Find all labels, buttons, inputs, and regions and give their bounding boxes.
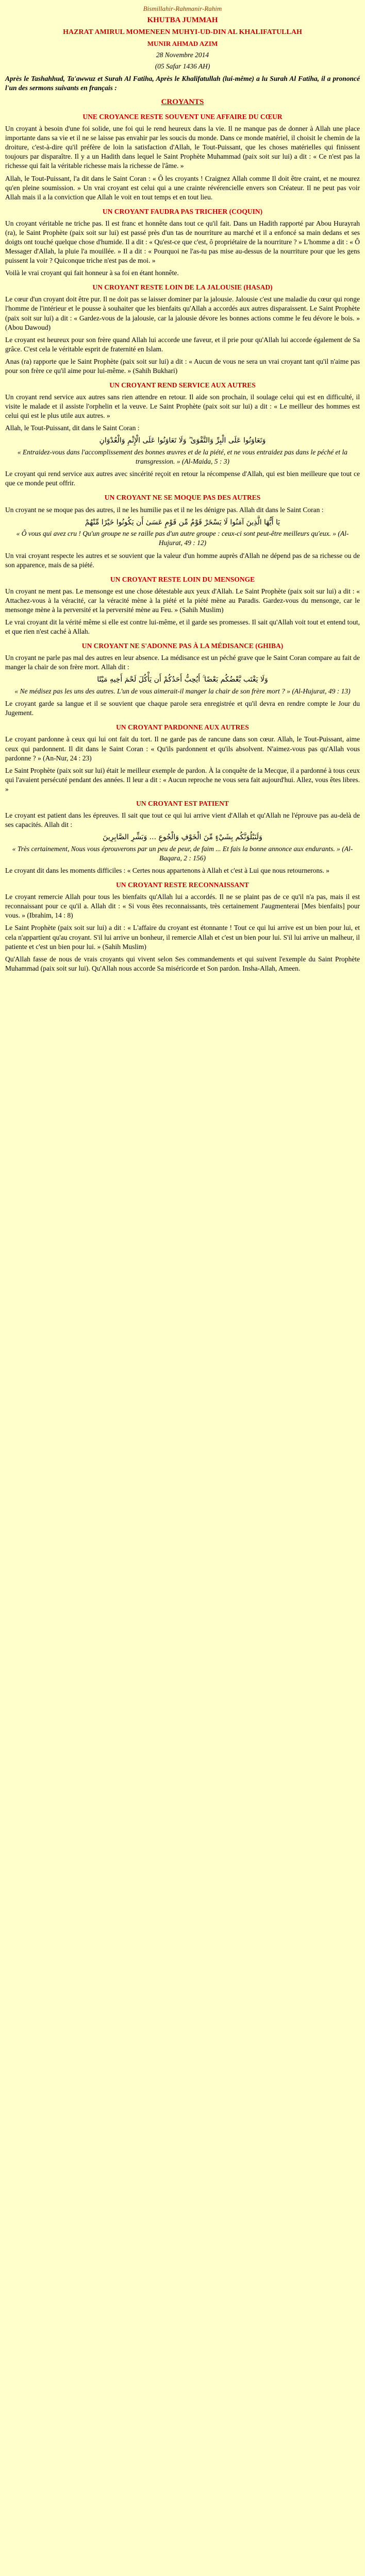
paragraph: Un vrai croyant respecte les autres et se souvient que la valeur d'un homme auprès d'Allah ne dépend pas de sa richesse ou de son apparence, mais de sa piété. (5, 551, 360, 569)
paragraph: Un croyant ne ment pas. Le mensonge est une chose détestable aux yeux d'Allah. Le Saint Prophète (paix soit sur lui) a dit : « Attachez-vous à la véracité, car la véracité mène à la piété et la piété mène au Paradis. Gardez-vous du mensonge, car le mensonge mène à la perversité et la perversité mène au Feu. » (Sahih Muslim) (5, 587, 360, 614)
section-heading: UN CROYANT RESTE LOIN DU MENSONGE (110, 575, 255, 583)
intro-text (5, 74, 360, 93)
section-heading: UN CROYANT PARDONNE AUX AUTRES (116, 723, 249, 732)
sermon-section (5, 723, 360, 794)
sermon-section (5, 799, 360, 875)
section-heading: UN CROYANT EST PATIENT (136, 799, 229, 807)
paragraph: Allah, le Tout-Puissant, l'a dit dans le Saint Coran : « Ô les croyants ! Craignez Allah comme Il doit être craint, et ne mourez qu'en pleine soumission. » Un vrai croyant est celui qui a une crainte révérencielle envers son Créateur. Il ne peut pas voir Allah mais il a la conviction que Allah le voit en tout temps et en tout lieu. (5, 174, 360, 201)
section-heading: UN CROYANT RESTE LOIN DE LA JALOUSIE (HASAD) (92, 283, 273, 292)
paragraph: Le croyant dit dans les moments difficiles : « Certes nous appartenons à Allah et c'est à Lui que nous retournerons. » (5, 867, 330, 875)
paragraph: Le Saint Prophète (paix soit sur lui) a dit : « L'affaire du croyant est étonnante ! Tout ce qui lui arrive est un bien pour lui, et cela n'appartient qu'au croyant. S'il lui arrive un bonheur, il remercie Allah et c'est un bien pour lui. S'il lui arrive un malheur, il patiente et c'est un bien pour lui. » (Sahih Muslim) (5, 924, 360, 951)
verse-translation: « Très certainement, Nous vous éprouverons par un peu de peur, de faim ... Et fais la bonne annonce aux endurants. » (Al-Baqara, 2 : 156) (12, 844, 353, 862)
arabic-verse: وَلَا يَغْتَب بَّعْضُكُم بَعْضًا ۚ أَيُحِبُّ أَحَدُكُمْ أَن يَأْكُلَ لَحْمَ أَخِيهِ مَيْتًا (97, 675, 268, 684)
sermon-section (5, 575, 360, 636)
paragraph: Voilà le vrai croyant qui fait honneur à sa foi en étant honnête. (5, 269, 179, 277)
sermon-section (5, 207, 360, 278)
sermon-section (5, 880, 360, 973)
paragraph: Le cœur d'un croyant doit être pur. Il ne doit pas se laisser dominer par la jalousie. Jalousie c'est une maladie du cœur qui ronge l'homme de l'intérieur et le pousse à souhaiter que les bienfaits qu'Allah a accordés aux autres disparaissent. Le Saint Prophète (paix soit sur lui) a dit : « Gardez-vous de la jalousie, car la jalousie dévore les bonnes actions comme le feu dévore le bois. » (Abou Dawoud) (5, 295, 360, 331)
paragraph: Un croyant rend service aux autres sans rien attendre en retour. Il aide son prochain, il soulage celui qui est en difficulté, il visite le malade et il assiste l'orphelin et la veuve. Le Saint Prophète (paix soit sur lui) a dit : « Le meilleur des hommes est celui qui est le plus utile aux autres. » (5, 393, 360, 420)
paragraph: Anas (ra) rapporte que le Saint Prophète (paix soit sur lui) a dit : « Aucun de vous ne sera un vrai croyant tant qu'il n'aime pas pour son frère ce qu'il aime pour lui-même. » (Sahih Bukhari) (5, 357, 360, 375)
khalifa-title: HAZRAT AMIRUL MOMENEEN MUHYI-UD-DIN AL KHALIFATULLAH (63, 28, 302, 36)
section-title: CROYANTS (161, 97, 204, 106)
section-heading: UN CROYANT REND SERVICE AUX AUTRES (109, 381, 256, 389)
section-heading: UN CROYANT RESTE RECONNAISSANT (116, 881, 249, 889)
paragraph: Un croyant ne parle pas mal des autres en leur absence. La médisance est un péché grave que le Saint Coran compare au fait de manger la chair de son frère mort. Allah dit : (5, 654, 360, 671)
sermon-date: 28 Novembre 2014 (156, 50, 209, 59)
arabic-verse: وَلَنَبْلُوَنَّكُم بِشَيْءٍ مِّنَ الْخَوْفِ وَالْجُوعِ ... وَبَشِّرِ الصَّابِرِينَ (103, 833, 262, 842)
bismillah: Bismillahir-Rahmanir-Rahim (143, 5, 222, 12)
section-heading: UN CROYANT NE SE MOQUE PAS DES AUTRES (104, 494, 261, 502)
paragraph: Un croyant à besoin d'une foi solide, une foi qui le rend heureux dans la vie. Il ne manque pas de donner à Allah une place importante dans sa vie et il ne se laisse pas envahir par les soucis du monde. Dans ce monde matériel, il choisit le chemin de la droiture, c'est-à-dire qu'il préfère de loin la satisfaction d'Allah, le Tout-Puissant, que les choses matérielles qui finissent toujours par disparaître. Il y a un Hadith dans lequel le Saint Prophète Muhammad (paix soit sur lui) a dit : « Ce n'est pas la richesse qui fait la véritable richesse mais la richesse de l'âme. » (5, 125, 360, 170)
paragraph: Le croyant est heureux pour son frère quand Allah lui accorde une faveur, et il prie pour qu'Allah lui accorde également de Sa grâce. C'est cela le véritable esprit de fraternité en Islam. (5, 335, 360, 353)
verse-translation: « Ô vous qui avez cru ! Qu'un groupe ne se raille pas d'un autre groupe : ceux-ci sont peut-être meilleurs qu'eux. » (Al-Hujurat, 49 : 12) (16, 530, 349, 547)
paragraph: Allah, le Tout-Puissant, dit dans le Saint Coran : (5, 424, 140, 432)
sermon-page (0, 0, 365, 985)
paragraph: Le croyant remercie Allah pour tous les bienfaits qu'Allah lui a accordés. Il ne se plaint pas de ce qu'il n'a pas, mais il est reconnaissant pour ce qu'il a. Allah dit : « Si vous êtes reconnaissants, très certainement J'augmenterai [Mes bienfaits] pour vous. » (Ibrahim, 14 : 8) (5, 893, 360, 920)
section-heading: UN CROYANT NE S'ADONNE PAS À LA MÉDISANCE (GHIBA) (81, 642, 284, 650)
paragraph: Le croyant qui rend service aux autres avec sincérité reçoit en retour la récompense d'Allah, qui est bien meilleure que tout ce que ce monde peut offrir. (5, 470, 360, 487)
paragraph: Le croyant est patient dans les épreuves. Il sait que tout ce qui lui arrive vient d'Allah et qu'Allah ne l'éprouve pas au-delà de ses capacités. Allah dit : (5, 811, 360, 829)
sermon-section (5, 381, 360, 488)
intro-body: Après le Khalifatullah (lui-même) a lu Surah Al Fatiha, il a prononcé l'un des sermons suivants en français : (5, 74, 360, 92)
sermon-header (5, 4, 360, 71)
paragraph: Qu'Allah fasse de nous de vrais croyants qui vivent selon Ses commandements et qui suivent l'exemple du Saint Prophète Muhammad (paix soit sur lui). Qu'Allah nous accorde Sa miséricorde et Son pardon. Insha-Allah, Ameen. (5, 955, 360, 972)
verse-translation: « Ne médisez pas les uns des autres. L'un de vous aimerait-il manger la chair de son frère mort ? » (Al-Hujurat, 49 : 13) (14, 687, 351, 696)
sermon-section (5, 641, 360, 718)
paragraph: Le Saint Prophète (paix soit sur lui) était le meilleur exemple de pardon. À la conquête de la Mecque, il a pardonné à tous ceux qui l'avaient persécuté pendant des années. Il leur a dit : « Aucun reproche ne vous sera fait aujourd'hui. Allez, vous êtes libres. » (5, 766, 360, 793)
paragraph: Le vrai croyant dit la vérité même si elle est contre lui-même, et il garde ses promesses. Il sait qu'Allah voit tout et entend tout, et que rien n'est caché à Allah. (5, 618, 360, 636)
intro-lead: Après le Tashahhud, Ta'awwuz et Surah Al Fatiha, (5, 74, 154, 82)
sermon-section (5, 112, 360, 202)
author-name: MUNIR AHMAD AZIM (147, 40, 218, 48)
paragraph: Le croyant garde sa langue et il se souvient que chaque parole sera enregistrée et qu'il devra en rendre compte le Jour du Jugement. (5, 700, 360, 717)
sermon-title: KHUTBA JUMMAH (147, 16, 218, 25)
section-heading: UN CROYANT FAUDRA PAS TRICHER (COQUIN) (102, 207, 263, 215)
sermon-section (5, 283, 360, 376)
paragraph: Un croyant ne se moque pas des autres, il ne les humilie pas et il ne les dénigre pas. Allah dit dans le Saint Coran : (5, 505, 324, 514)
arabic-verse: يَا أَيُّهَا الَّذِينَ آمَنُوا لَا يَسْخَرْ قَوْمٌ مِّن قَوْمٍ عَسَىٰ أَن يَكُونُوا خَيْرًا مِّنْهُمْ (85, 518, 280, 527)
section-heading: UNE CROYANCE RESTE SOUVENT UNE AFFAIRE DU CŒUR (82, 113, 283, 121)
paragraph: Le croyant pardonne à ceux qui lui ont fait du tort. Il ne garde pas de rancune dans son cœur. Allah, le Tout-Puissant, aime ceux qui pardonnent. Il dit dans le Saint Coran : « Qu'ils pardonnent et qu'ils absolvent. N'aimez-vous pas qu'Allah vous pardonne ? » (An-Nur, 24 : 23) (5, 735, 360, 762)
sermon-section (5, 493, 360, 569)
sermon-date-hijri: (05 Safar 1436 AH) (155, 62, 210, 70)
sermon-body (5, 112, 360, 973)
paragraph: Un croyant véritable ne triche pas. Il est franc et honnête dans tout ce qu'il fait. Dans un Hadith rapporté par Abou Hurayrah (ra), le Saint Prophète (paix soit sur lui) est passé près d'un tas de nourriture au marché et il a enfoncé sa main dedans et ses doigts ont touché quelque chose d'humide. Il a dit : « Qu'est-ce que c'est, ô propriétaire de la nourriture ? » L'homme a dit : « Ô Messager d'Allah, la pluie l'a mouillée. » Il a dit : « Pourquoi ne l'as-tu pas mise au-dessus de la nourriture pour que les gens puissent la voir ? Quiconque triche n'est pas de moi. » (5, 219, 360, 265)
verse-translation: « Entraidez-vous dans l'accomplissement des bonnes œuvres et de la piété, et ne vous entraidez pas dans le péché et la transgression. » (Al-Maida, 5 : 3) (17, 448, 348, 466)
arabic-verse: وَتَعَاوَنُوا عَلَى الْبِرِّ وَالتَّقْوَىٰ ۖ وَلَا تَعَاوَنُوا عَلَى الْإِثْمِ وَالْعُدْوَانِ (99, 436, 266, 445)
